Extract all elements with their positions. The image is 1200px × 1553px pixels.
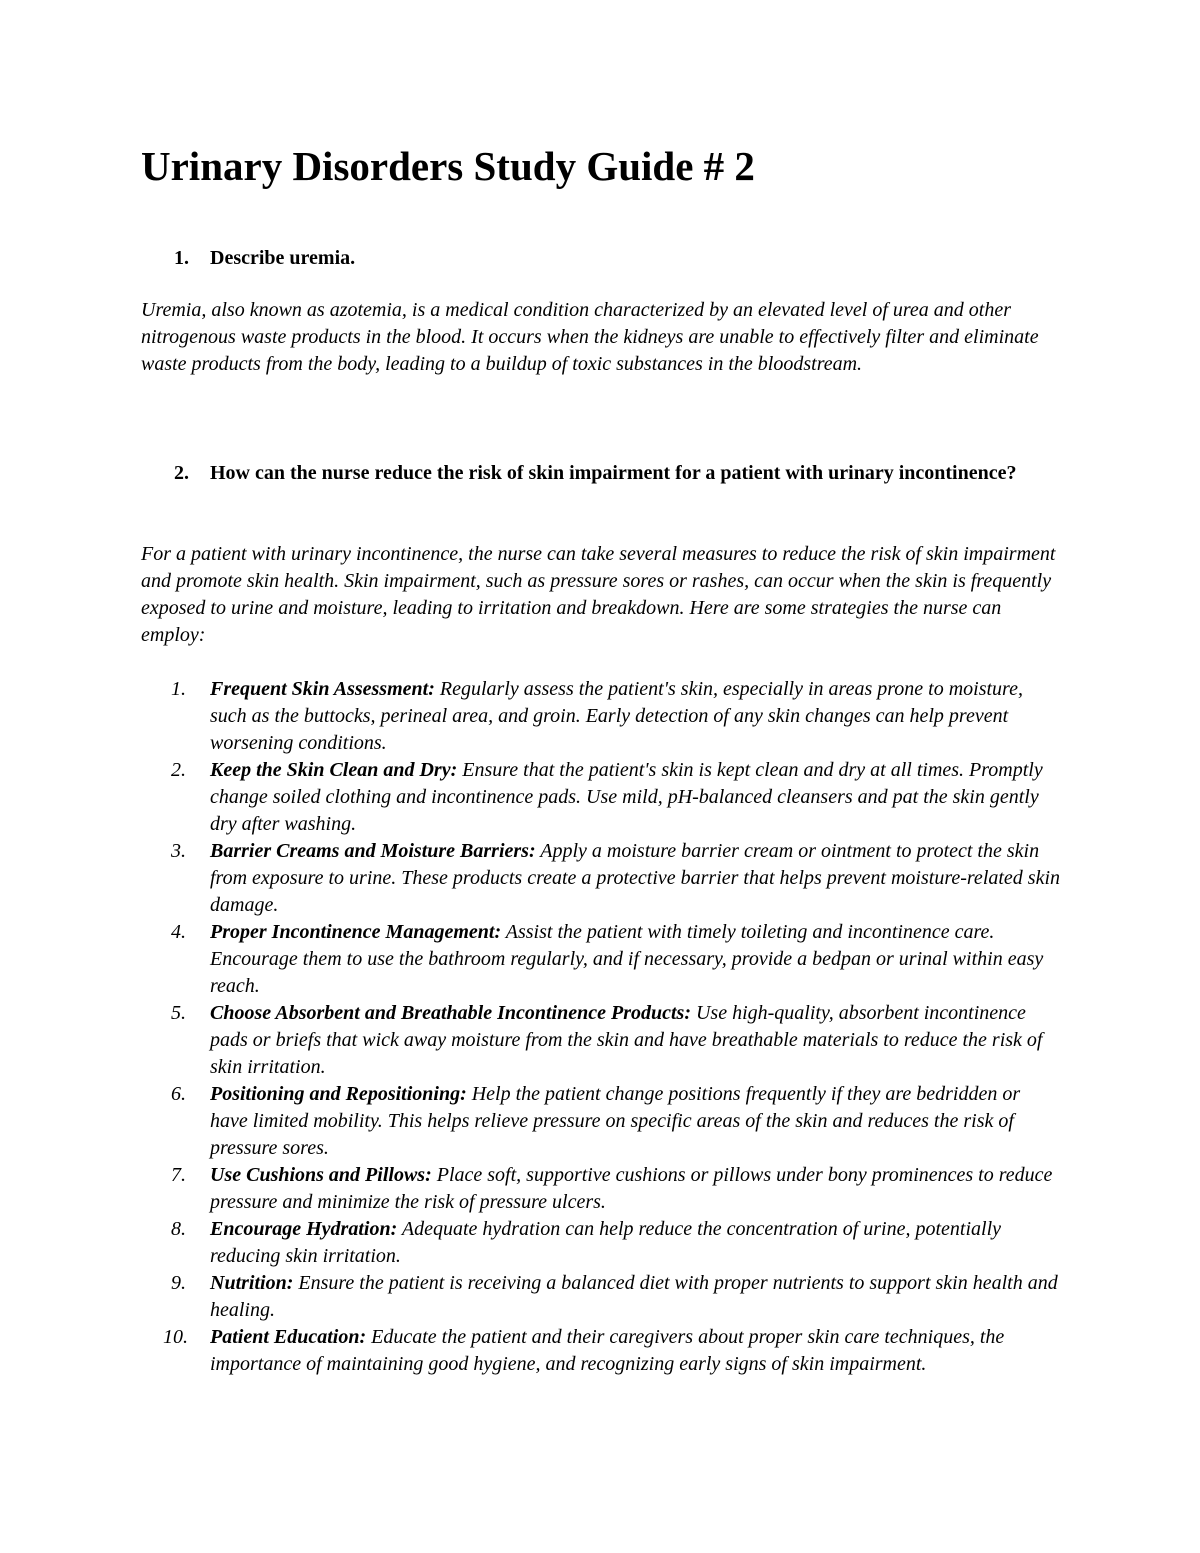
- list-item-number: 5.: [171, 1002, 186, 1024]
- list-item-heading: Positioning and Repositioning:: [210, 1083, 467, 1105]
- question-2-text: How can the nurse reduce the risk of skin impairment for a patient with urinary incontinence?: [210, 462, 1017, 484]
- document-title: Urinary Disorders Study Guide # 2: [141, 143, 755, 189]
- list-item-text: Use high-quality, absorbent incontinence pads or briefs that wick away moisture from the skin and have breathable materials to reduce the risk of skin irritation.: [210, 1002, 1043, 1078]
- list-item-heading: Proper Incontinence Management:: [210, 921, 502, 943]
- list-item: [141, 1216, 1061, 1270]
- list-item-heading: Use Cushions and Pillows:: [210, 1164, 432, 1186]
- list-item-number: 6.: [171, 1083, 186, 1105]
- question-1-number: 1.: [174, 247, 189, 269]
- list-item-text: Assist the patient with timely toileting and incontinence care. Encourage them to use the bathroom regularly, and if necessary, provide a bedpan or urinal within easy reach.: [210, 921, 1044, 997]
- list-item-number: 3.: [171, 840, 186, 862]
- list-item: [141, 757, 1061, 838]
- list-item-number: 10.: [163, 1326, 188, 1348]
- list-item-heading: Keep the Skin Clean and Dry:: [210, 759, 458, 781]
- list-item: [141, 1324, 1061, 1378]
- list-item: [141, 919, 1061, 1000]
- list-item-heading: Patient Education:: [210, 1326, 367, 1348]
- list-item-text: Apply a moisture barrier cream or ointment to protect the skin from exposure to urine. These products create a protective barrier that helps prevent moisture-related skin damage.: [210, 840, 1061, 916]
- list-item-heading: Barrier Creams and Moisture Barriers:: [210, 840, 536, 862]
- list-item-heading: Encourage Hydration:: [210, 1218, 398, 1240]
- list-item: [141, 1081, 1061, 1162]
- list-item-number: 9.: [171, 1272, 186, 1294]
- list-item: [141, 838, 1061, 919]
- list-item-heading: Nutrition:: [210, 1272, 294, 1294]
- question-1: [141, 244, 1061, 272]
- list-item-text: Regularly assess the patient's skin, especially in areas prone to moisture, such as the buttocks, perineal area, and groin. Early detection of any skin changes can help prevent worsening conditions.: [210, 678, 1023, 754]
- list-item-number: 7.: [171, 1164, 186, 1186]
- list-item: [141, 1000, 1061, 1081]
- list-item-number: 8.: [171, 1218, 186, 1240]
- list-item-number: 2.: [171, 759, 186, 781]
- list-item-number: 4.: [171, 921, 186, 943]
- list-item: [141, 676, 1061, 757]
- strategy-list: [141, 676, 1061, 1378]
- list-item-text: Adequate hydration can help reduce the concentration of urine, potentially reducing skin irritation.: [210, 1218, 1001, 1267]
- list-item-heading: Choose Absorbent and Breathable Incontinence Products:: [210, 1002, 691, 1024]
- question-2: [141, 459, 1061, 487]
- question-2-number: 2.: [174, 462, 189, 484]
- list-item-heading: Frequent Skin Assessment:: [210, 678, 435, 700]
- list-item-text: Help the patient change positions frequently if they are bedridden or have limited mobility. This helps relieve pressure on specific areas of the skin and reduces the risk of pressure sores.: [210, 1083, 1021, 1159]
- answer-2: For a patient with urinary incontinence, the nurse can take several measures to reduce the risk of skin impairment and promote skin health. Skin impairment, such as pressure sores or rashes, can occur when the skin is frequently exposed to urine and moisture, leading to irritation and breakdown. Here are some strategies the nurse can employ:: [141, 543, 1056, 646]
- list-item-text: Place soft, supportive cushions or pillows under bony prominences to reduce pressure and minimize the risk of pressure ulcers.: [210, 1164, 1053, 1213]
- list-item: [141, 1162, 1061, 1216]
- answer-1: Uremia, also known as azotemia, is a medical condition characterized by an elevated level of urea and other nitrogenous waste products in the blood. It occurs when the kidneys are unable to effectively filter and eliminate waste products from the body, leading to a buildup of toxic substances in the bloodstream.: [141, 299, 1039, 375]
- list-item: [141, 1270, 1061, 1324]
- list-item-text: Educate the patient and their caregivers about proper skin care techniques, the importance of maintaining good hygiene, and recognizing early signs of skin impairment.: [210, 1326, 1005, 1375]
- list-item-text: Ensure that the patient's skin is kept clean and dry at all times. Promptly change soiled clothing and incontinence pads. Use mild, pH-balanced cleansers and pat the skin gently dry after washing.: [210, 759, 1043, 835]
- list-item-number: 1.: [171, 678, 186, 700]
- question-1-text: Describe uremia.: [210, 247, 356, 269]
- list-item-text: Ensure the patient is receiving a balanced diet with proper nutrients to support skin health and healing.: [210, 1272, 1058, 1321]
